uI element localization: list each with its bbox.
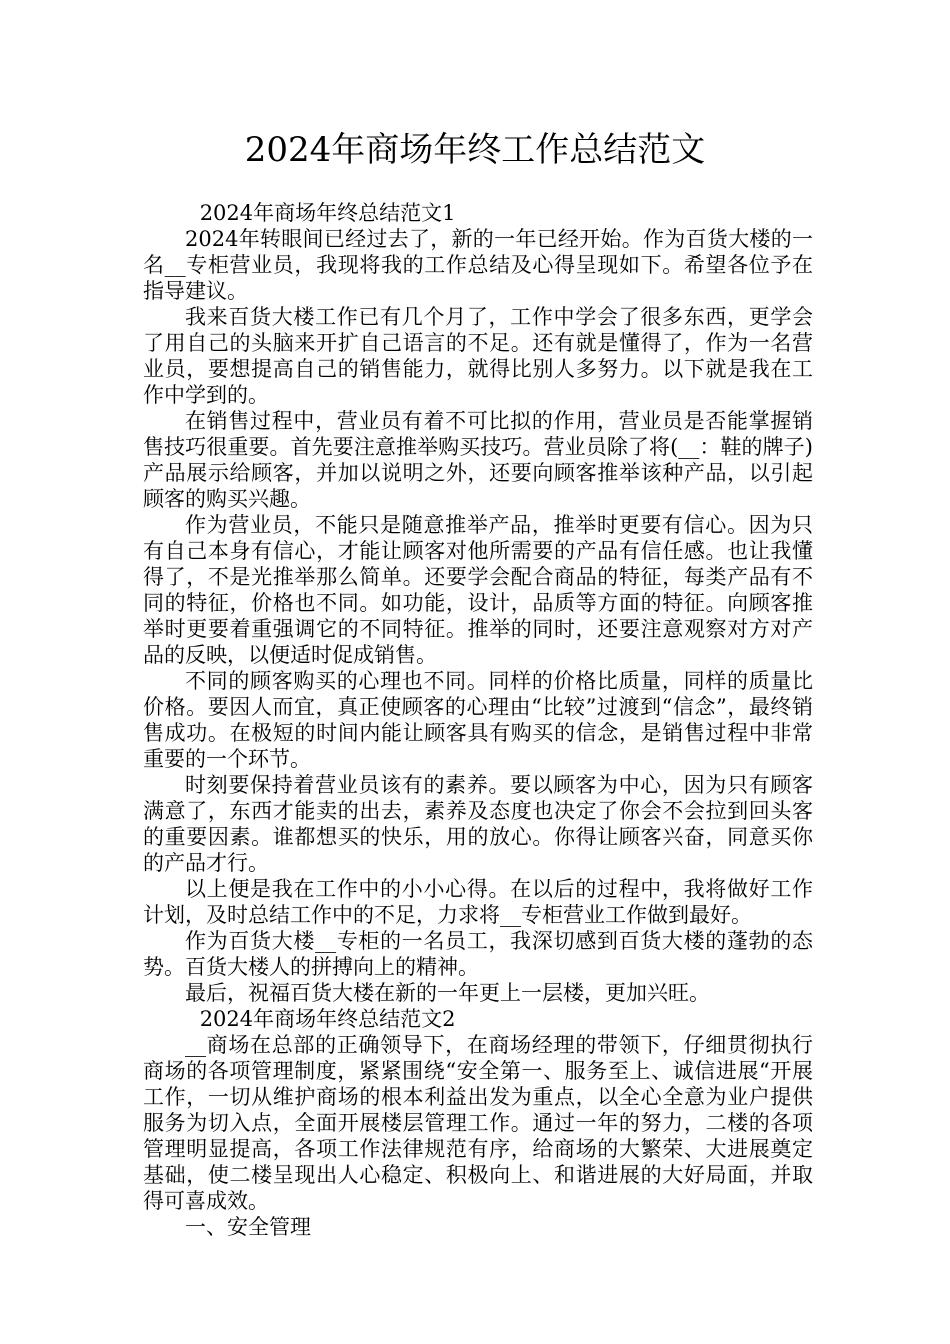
paragraph: 我来百货大楼工作已有几个月了，工作中学会了很多东西，更学会了用自己的头脑来开扩自己语言的不足。还有就是懂得了，作为一名营业员，要想提高自己的销售能力，就得比别人多努力。以下就是我在工作中学到的。 (143, 305, 813, 407)
paragraph: 最后，祝福百货大楼在新的一年更上一层楼，更加兴旺。 (185, 981, 710, 1005)
document-title: 2024年商场年终工作总结范文 (244, 130, 706, 170)
subsection-heading: 一、安全管理 (185, 1215, 311, 1239)
document-body (143, 200, 813, 1240)
paragraph: 2024年转眼间已经过去了，新的一年已经开始。作为百货大楼的一名__专柜营业员，我现将我的工作总结及心得呈现如下。希望各位予在指导建议。 (143, 227, 813, 303)
paragraph: __商场在总部的正确领导下，在商场经理的带领下，仔细贯彻执行商场的各项管理制度，紧紧围绕“安全第一、服务至上、诚信进展“开展工作，一切从维护商场的根本利益出发为重点，以全心全意为业户提供服务为切入点，全面开展楼层管理工作。通过一年的努力，二楼的各项管理明显提高，各项工作法律规范有序，给商场的大繁荣、大进展奠定基础，使二楼呈现出人心稳定、积极向上、和谐进展的大好局面，并取得可喜成效。 (143, 1033, 813, 1213)
paragraph: 时刻要保持着营业员该有的素养。要以顾客为中心，因为只有顾客满意了，东西才能卖的出去，素养及态度也决定了你会不会拉到回头客的重要因素。谁都想买的快乐，用的放心。你得让顾客兴奋，同意买你的产品才行。 (143, 773, 813, 875)
section-heading-2: 2024年商场年终总结范文2 (199, 1007, 456, 1031)
paragraph: 作为百货大楼__专柜的一名员工，我深切感到百货大楼的蓬勃的态势。百货大楼人的拼搏向上的精神。 (143, 929, 813, 979)
paragraph: 在销售过程中，营业员有着不可比拟的作用，营业员是否能掌握销售技巧很重要。首先要注意推举购买技巧。营业员除了将(__：鞋的牌子)产品展示给顾客，并加以说明之外，还要向顾客推举该种产品，以引起顾客的购买兴趣。 (143, 409, 813, 511)
section-heading-1: 2024年商场年终总结范文1 (199, 201, 456, 225)
paragraph: 作为营业员，不能只是随意推举产品，推举时更要有信心。因为只有自己本身有信心，才能让顾客对他所需要的产品有信任感。也让我懂得了，不是光推举那么简单。还要学会配合商品的特征，每类产品有不同的特征，价格也不同。如功能，设计，品质等方面的特征。向顾客推举时更要着重强调它的不同特征。推举的同时，还要注意观察对方对产品的反映，以便适时促成销售。 (143, 513, 813, 667)
paragraph: 不同的顾客购买的心理也不同。同样的价格比质量，同样的质量比价格。要因人而宜，真正使顾客的心理由“比较”过渡到“信念”，最终销售成功。在极短的时间内能让顾客具有购买的信念，是销售过程中非常重要的一个环节。 (143, 669, 813, 771)
paragraph: 以上便是我在工作中的小小心得。在以后的过程中，我将做好工作计划，及时总结工作中的不足，力求将__专柜营业工作做到最好。 (143, 877, 813, 927)
